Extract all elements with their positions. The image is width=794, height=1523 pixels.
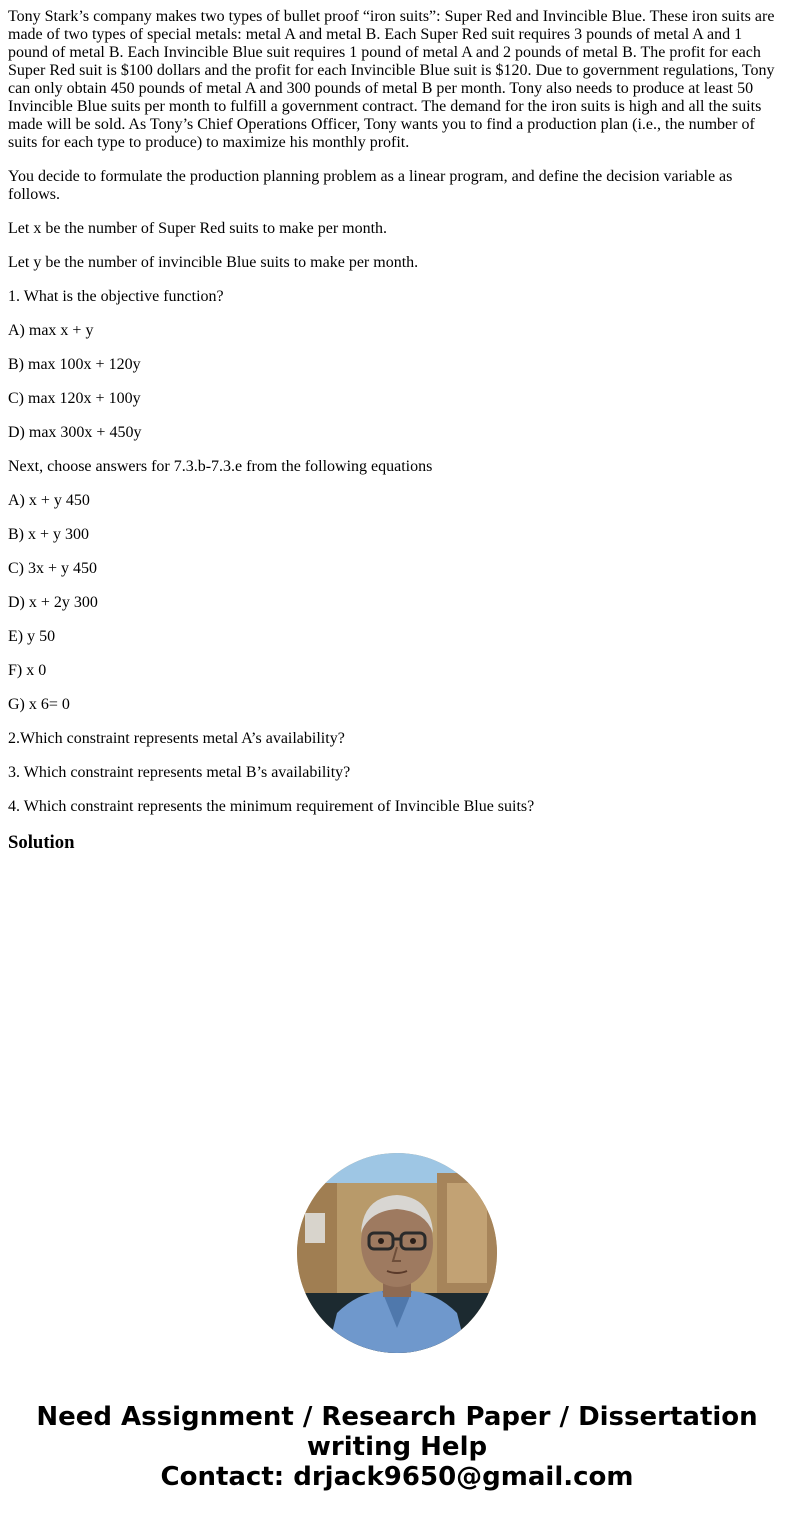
question-4: 4. Which constraint represents the minimum requirement of Invincible Blue suits? xyxy=(8,798,535,815)
variable-y-definition: Let y be the number of invincible Blue suits to make per month. xyxy=(8,254,419,271)
promo-banner xyxy=(0,1402,794,1492)
question-3: 3. Which constraint represents metal B’s availability? xyxy=(8,764,351,781)
q1-option-d: D) max 300x + 450y xyxy=(8,424,142,441)
tutor-portrait xyxy=(297,1153,497,1353)
question-document xyxy=(8,0,780,854)
equations-intro: Next, choose answers for 7.3.b-7.3.e from the following equations xyxy=(8,458,433,475)
equation-e: E) y 50 xyxy=(8,628,56,645)
q1-option-b: B) max 100x + 120y xyxy=(8,356,141,373)
avatar xyxy=(297,1153,497,1353)
solution-heading: Solution xyxy=(8,832,75,853)
equation-b: B) x + y 300 xyxy=(8,526,90,543)
equation-f: F) x 0 xyxy=(8,662,47,679)
formulation-text: You decide to formulate the production planning problem as a linear program, and define the decision variable as follows. xyxy=(8,168,733,203)
q1-option-a: A) max x + y xyxy=(8,322,94,339)
equation-a: A) x + y 450 xyxy=(8,492,90,509)
equation-g: G) x 6= 0 xyxy=(8,696,70,713)
promo-line-2: writing Help xyxy=(306,1432,488,1462)
problem-statement: Tony Stark’s company makes two types of bullet proof “iron suits”: Super Red and Invincible Blue. These iron suits are made of two types of special metals: metal A and metal B. Each Super Red suit requires 3 pounds of metal A and 1 pound of metal B. Each Invincible Blue suit requires 1 pound of metal A and 2 pounds of metal B. The profit for each Super Red suit is $100 dollars and the profit for each Invincible Blue suit is $120. Due to government regulations, Tony can only obtain 450 pounds of metal A and 300 pounds of metal B per month. Tony also needs to produce at least 50 Invincible Blue suits per month to fulfill a government contract. The demand for the iron suits is high and all the suits made will be sold. As Tony’s Chief Operations Officer, Tony wants you to find a production plan (i.e., the number of suits for each type to produce) to maximize his monthly profit. xyxy=(8,8,775,151)
variable-x-definition: Let x be the number of Super Red suits to make per month. xyxy=(8,220,388,237)
q1-option-c: C) max 120x + 100y xyxy=(8,390,141,407)
promo-contact: Contact: drjack9650@gmail.com xyxy=(160,1462,634,1492)
question-2: 2.Which constraint represents metal A’s availability? xyxy=(8,730,345,747)
question-1: 1. What is the objective function? xyxy=(8,288,224,305)
promo-line-1: Need Assignment / Research Paper / Dissertation xyxy=(36,1402,758,1432)
equation-c: C) 3x + y 450 xyxy=(8,560,98,577)
equation-d: D) x + 2y 300 xyxy=(8,594,98,611)
